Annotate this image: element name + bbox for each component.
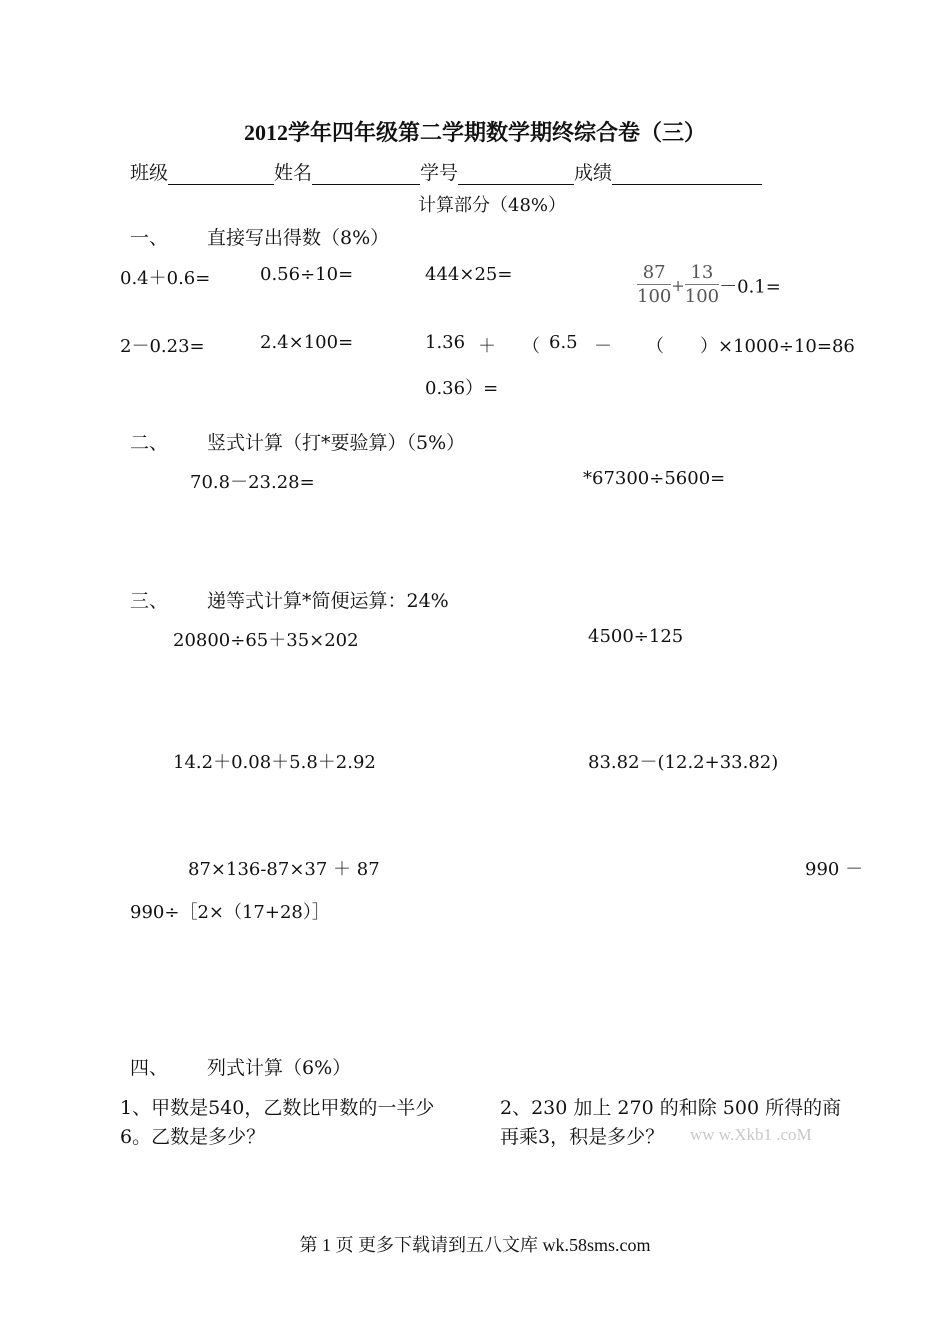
section-4-title: 列式计算（6%） bbox=[207, 1057, 352, 1079]
calc-problem: 20800÷65＋35×202 bbox=[173, 630, 359, 651]
calc-problem: 87×136-87×37 ＋ 87 bbox=[188, 859, 380, 880]
expression: 2－0.23= bbox=[120, 336, 205, 357]
name-label: 姓名 bbox=[274, 162, 313, 184]
expression-part: （ bbox=[522, 336, 540, 357]
score-blank[interactable] bbox=[612, 164, 762, 185]
student-info-line bbox=[130, 158, 762, 185]
expression-part: ）×1000÷10=86 bbox=[700, 336, 855, 357]
name-blank[interactable] bbox=[312, 164, 420, 185]
page-title: 2012学年四年级第二学期数学期终综合卷（三） bbox=[243, 120, 706, 145]
word-problem-1: 1、甲数是540，乙数比甲数的一半少 bbox=[120, 1097, 435, 1119]
expression-tail: －0.1= bbox=[719, 276, 781, 298]
expression-part: 6.5 bbox=[549, 332, 578, 353]
vertical-calc-left: 70.8－23.28= bbox=[190, 472, 315, 493]
section-1-number: 一、 bbox=[130, 227, 169, 249]
numerator: 13 bbox=[685, 262, 719, 285]
page-footer: 第 1 页 更多下载请到五八文库 wk.58sms.com bbox=[299, 1235, 651, 1255]
section-1-title: 直接写出得数（8%） bbox=[207, 227, 390, 249]
denominator: 100 bbox=[637, 286, 672, 307]
expression: 0.4＋0.6= bbox=[120, 268, 211, 289]
fraction-expression bbox=[637, 262, 781, 309]
score-label: 成绩 bbox=[574, 162, 613, 184]
expression-part: － bbox=[594, 336, 612, 357]
expression-part: （ bbox=[646, 336, 664, 357]
expression: 0.56÷10= bbox=[260, 264, 354, 285]
word-problem-2: 2、230 加上 270 的和除 500 所得的商 bbox=[500, 1097, 842, 1119]
calc-problem: 990 － bbox=[805, 859, 864, 880]
section-subtitle: 计算部分（48%） bbox=[418, 195, 567, 216]
calc-problem: 83.82－(12.2+33.82) bbox=[588, 752, 779, 773]
section-4-number: 四、 bbox=[130, 1057, 169, 1079]
watermark: ww w.Xkb1 .coM bbox=[690, 1125, 812, 1144]
section-3-number: 三、 bbox=[130, 590, 169, 612]
id-label: 学号 bbox=[420, 162, 459, 184]
expression: 444×25= bbox=[425, 264, 513, 285]
class-blank[interactable] bbox=[168, 164, 274, 185]
calc-problem: 4500÷125 bbox=[588, 626, 684, 647]
section-2-title: 竖式计算（打*要验算）（5%） bbox=[207, 432, 466, 454]
calc-problem: 990÷［2×（17+28）］ bbox=[130, 902, 330, 923]
fraction bbox=[685, 262, 719, 309]
expression-part: 1.36 bbox=[425, 332, 466, 353]
expression-part: 0.36）= bbox=[425, 378, 499, 399]
plus-sign: + bbox=[671, 276, 685, 295]
fraction bbox=[637, 262, 671, 309]
calc-problem: 14.2＋0.08＋5.8＋2.92 bbox=[173, 752, 376, 773]
section-2-number: 二、 bbox=[130, 432, 169, 454]
expression-part: ＋ bbox=[478, 336, 496, 357]
section-3-title: 递等式计算*简便运算：24% bbox=[207, 590, 449, 612]
word-problem-1: 6。乙数是多少？ bbox=[120, 1126, 266, 1148]
id-blank[interactable] bbox=[458, 164, 574, 185]
word-problem-2: 再乘3，积是多少？ bbox=[500, 1126, 665, 1148]
denominator: 100 bbox=[684, 286, 720, 307]
class-label: 班级 bbox=[130, 162, 169, 184]
expression: 2.4×100= bbox=[260, 332, 354, 353]
vertical-calc-right: *67300÷5600= bbox=[583, 468, 726, 489]
numerator: 87 bbox=[637, 262, 671, 285]
